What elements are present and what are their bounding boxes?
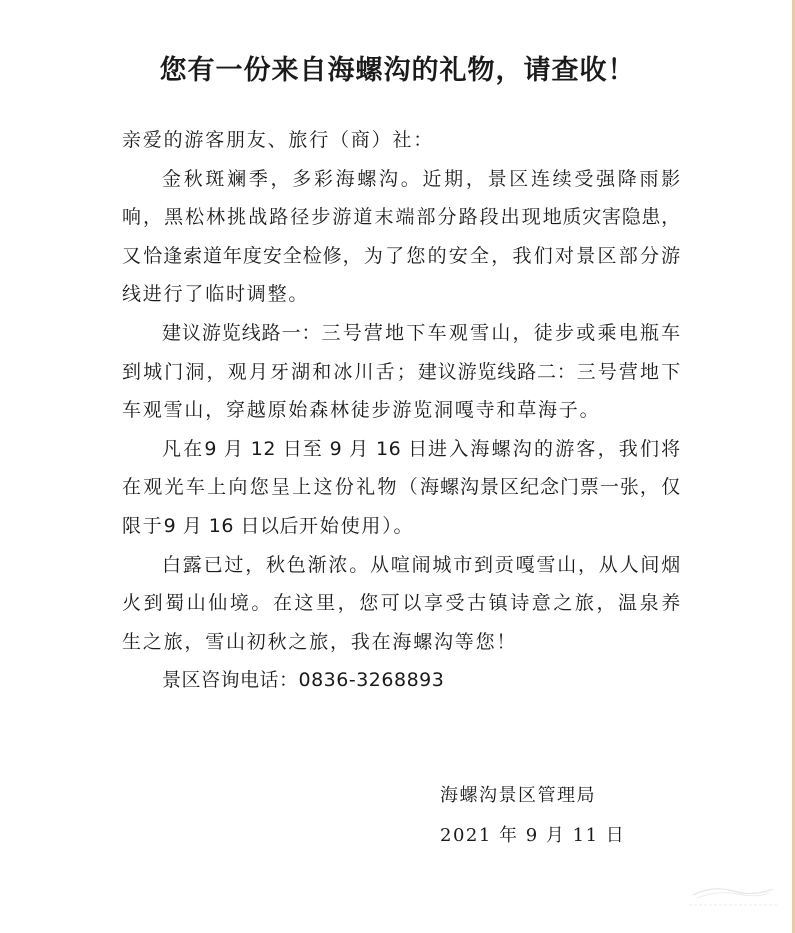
paragraph-closing: 白露已过，秋色渐浓。从喧闹城市到贡嘎雪山，从人间烟火到蜀山仙境。在这里，您可以享受古镇诗意之旅，温泉养生之旅，雪山初秋之旅，我在海螺沟等您！ (122, 553, 683, 653)
contact-phone: 景区咨询电话：0836-3268893 (162, 669, 445, 692)
notice-text-3: ，为了您的安全，我们对景区部分游线进行了临时调整。 (122, 244, 682, 306)
route-1-label: 建议游览线路一： (162, 321, 322, 344)
gift-ticket: 海螺沟景区纪念门票一张 (420, 476, 640, 499)
gift-text-1: 凡在 (162, 437, 205, 460)
gift-date-range: 9 月 12 日至 9 月 16 日 (204, 437, 428, 460)
paragraph-gift (122, 430, 682, 546)
signature-date: 2021 年 9 月 11 日 (440, 825, 626, 846)
paragraph-notice (122, 160, 682, 314)
gift-text-4: 开始使用）。 (299, 514, 415, 537)
notice-text-2: ，又 (122, 206, 682, 267)
signature-block (440, 776, 625, 856)
gift-valid-date: 9 月 16 日以后 (163, 514, 299, 537)
route-2-label: 建议游览线路二： (417, 360, 577, 383)
gift-text-2: 进入海螺沟的游客，我们将在观光车上向您呈上这份礼物（ (122, 437, 682, 499)
route-2-text: 三号营地下车观雪山，穿越原始森林徒步游览洞嘎寺和草海子。 (122, 360, 682, 422)
signature-org: 海螺沟景区管理局 (440, 785, 596, 806)
page-title: 您有一份来自海螺沟的礼物，请查收！ (159, 55, 636, 86)
notice-text-1: 金秋斑斓季，多彩海螺沟。近期，景区连续受强降雨影响，黑松林挑战路径步游道末端部分路段出现 (122, 167, 682, 229)
watermark-logo-icon (683, 881, 783, 911)
greeting: 亲爱的游客朋友、旅行（商）社： (122, 129, 435, 151)
highlight-hazard: 地质灾害隐患 (542, 206, 662, 229)
paragraph-routes (122, 314, 682, 430)
gift-text-3: ，仅限于 (122, 476, 682, 537)
highlight-maintenance: 恰逢索道年度安全检修 (143, 244, 343, 267)
letter-body (122, 121, 682, 700)
route-1-text: 三号营地下车观雪山，徒步或乘电瓶车到城门洞，观月牙湖和冰川舌； (122, 321, 682, 383)
